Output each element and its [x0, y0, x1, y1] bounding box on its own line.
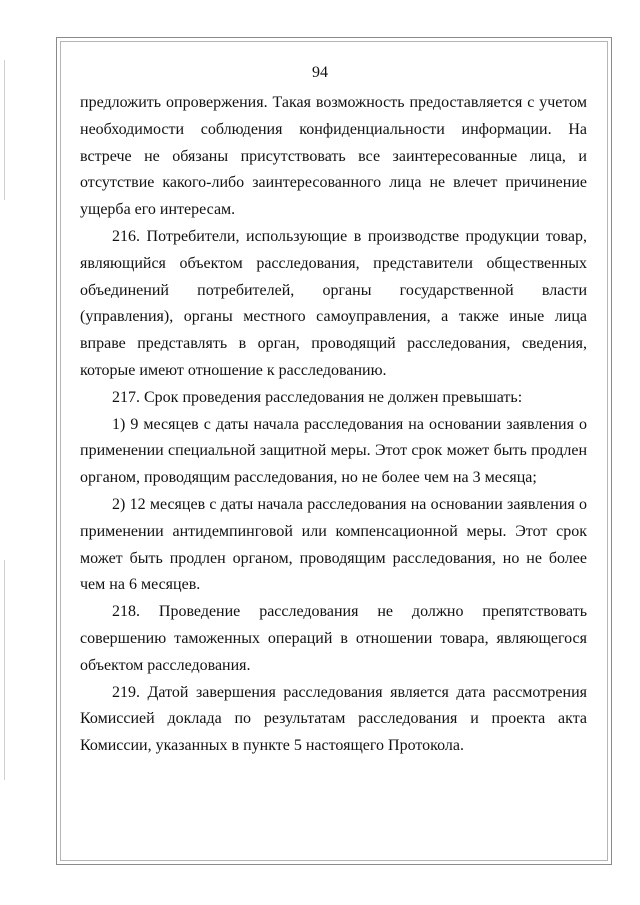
document-body [80, 90, 587, 760]
paragraph-continuation: предложить опровержения. Такая возможность предоставляется с учетом необходимости соблюдения конфиденциальности информации. На встрече не обязаны присутствовать все заинтересованные лица, и отсутствие какого-либо заинтересованного лица не влечет причинение ущерба его интересам. [80, 94, 587, 219]
paragraph-217: 217. Срок проведения расследования не должен превышать: [112, 388, 523, 406]
paragraph-218: 218. Проведение расследования не должно препятствовать совершению таможенных операций в отношении товара, являющегося объектом расследования. [80, 603, 587, 674]
paragraph-217-item-2: 2) 12 месяцев с даты начала расследования на основании заявления о применении антидемпинговой или компенсационной меры. Этот срок может быть продлен органом, проводящим расследования, но не более чем на 6 месяцев. [80, 495, 587, 594]
scan-edge-mark [4, 560, 5, 780]
paragraph-216: 216. Потребители, использующие в производстве продукции товар, являющийся объектом расследования, представители общественных объединений потребителей, органы государственной власти (управления), органы местного самоуправления, а также иные лица вправе представлять в орган, проводящий расследования, сведения, которые имеют отношение к расследованию. [80, 227, 587, 379]
page-number: 94 [312, 64, 328, 81]
paragraph-219: 219. Датой завершения расследования является дата рассмотрения Комиссией доклада по результатам расследования и проекта акта Комиссии, указанных в пункте 5 настоящего Протокола. [80, 683, 587, 755]
paragraph-217-item-1: 1) 9 месяцев с даты начала расследования на основании заявления о применении специальной защитной меры. Этот срок может быть продлен органом, проводящим расследования, но не более чем на 3 месяца; [80, 415, 587, 487]
